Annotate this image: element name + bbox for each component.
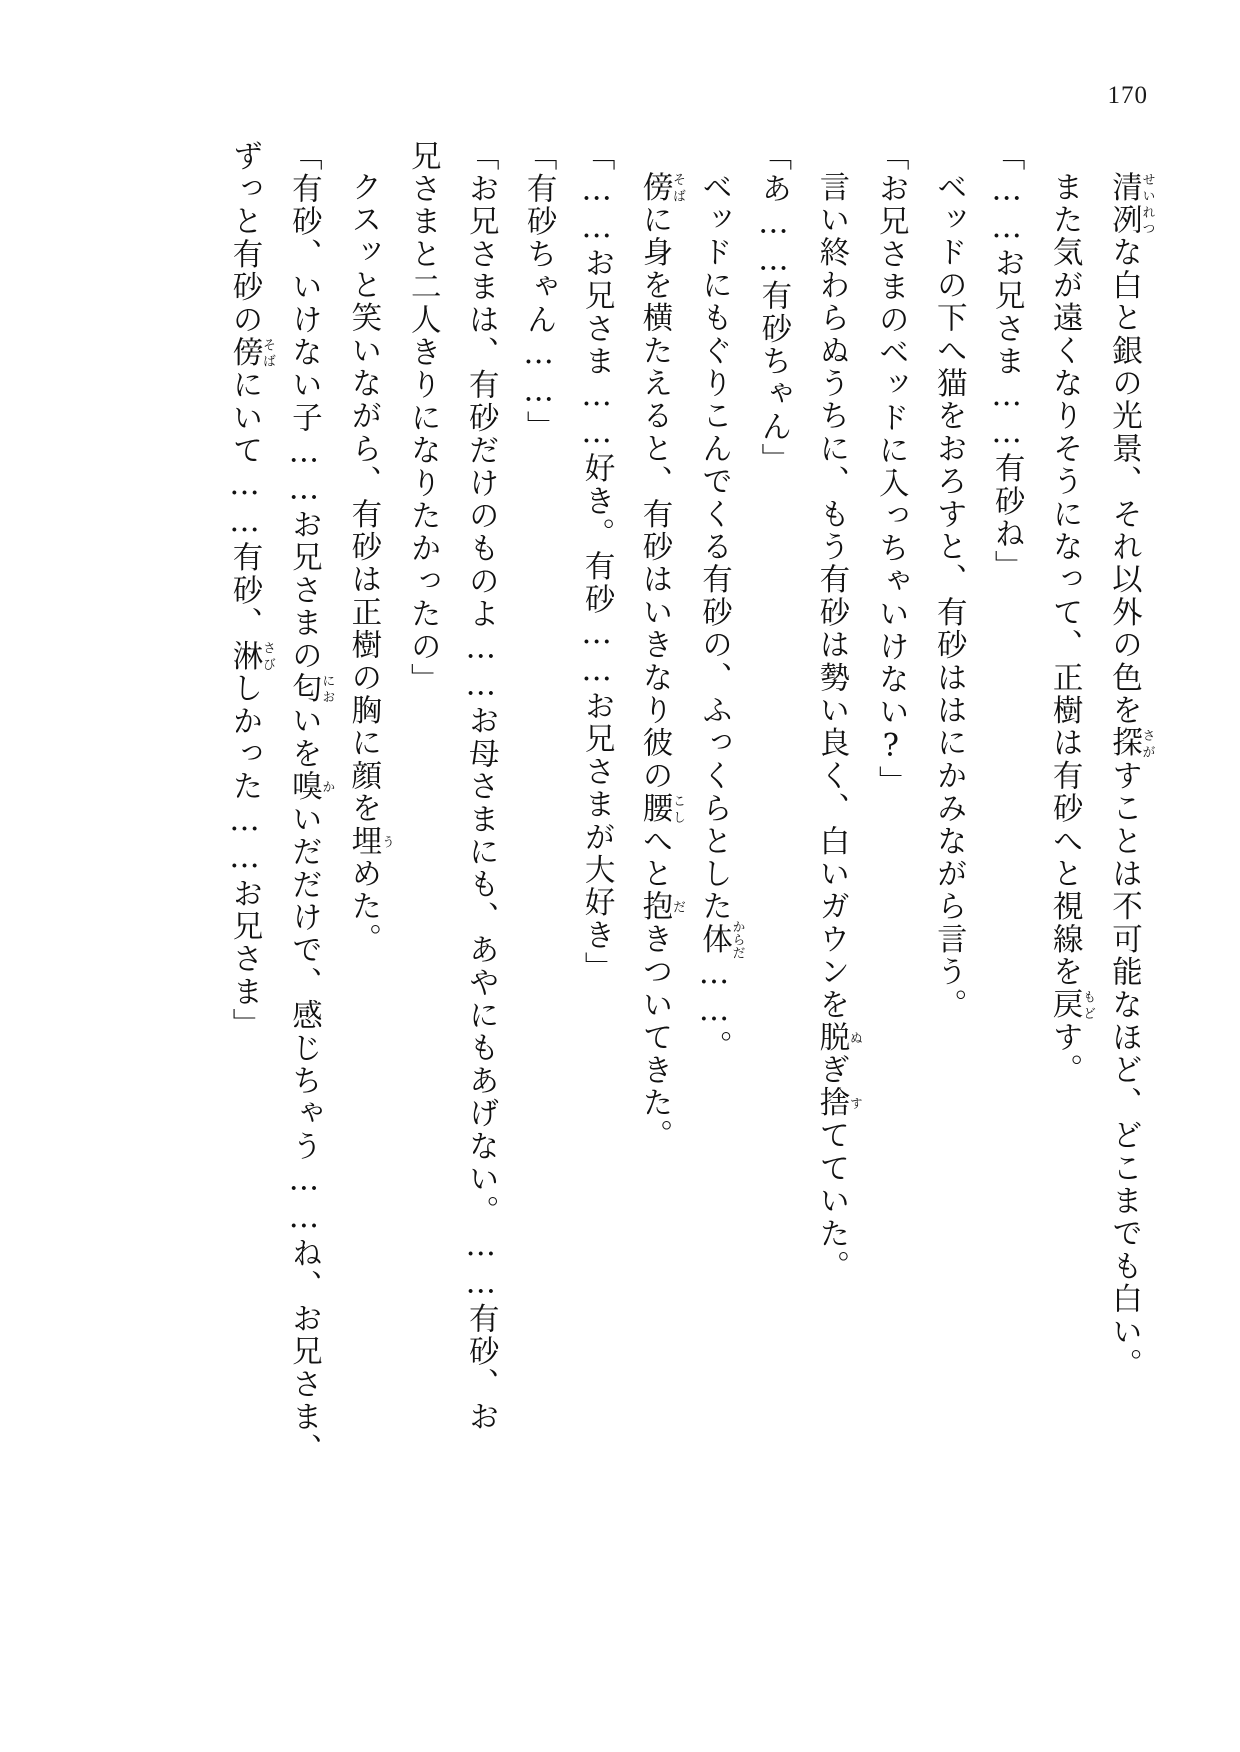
body-paragraph: 「有砂ちゃん……」	[521, 140, 557, 444]
body-paragraph: ベッドにもぐりこんでくる有砂の、ふっくらとした体からだ……。	[696, 170, 745, 1063]
body-paragraph: 「お兄さまのベッドに入っちゃいけない?」	[873, 140, 909, 799]
ruby-text: 捨す	[813, 1086, 862, 1119]
body-paragraph: ベッドの下へ猫をおろすと、有砂ははにかみながら言う。	[931, 170, 967, 1021]
body-paragraph: 兄さまと二人きりになりたかったの」	[405, 140, 441, 696]
body-paragraph: ずっと有砂の傍そばにいて……有砂、淋さびしかった……お兄さま」	[226, 140, 275, 1041]
ruby-text: 清冽せいれつ	[1106, 170, 1155, 236]
ruby-text: 嗅か	[286, 770, 335, 804]
body-paragraph: 清冽せいれつな白と銀の光景、それ以外の色を探さがすことは不可能なほど、どこまでも白い。	[1106, 170, 1155, 1381]
ruby-text: 傍そば	[226, 336, 275, 369]
ruby-text: 埋う	[345, 824, 394, 858]
ruby-text: 腰こし	[637, 791, 685, 825]
ruby-text: 脱ぬ	[813, 1020, 862, 1054]
body-paragraph: 言い終わらぬうちに、もう有砂は勢い良く、白いガウンを脱ぬぎ捨すてていた。	[813, 170, 862, 1283]
ruby-text: 体からだ	[696, 919, 745, 959]
ruby-text: 抱だ	[637, 889, 685, 923]
page-number: 170	[1107, 82, 1148, 109]
ruby-text: 戻もど	[1047, 988, 1096, 1021]
ruby-text: 匂にお	[286, 672, 335, 705]
body-paragraph: 「……お兄さま……有砂ね」	[989, 140, 1025, 584]
ruby-text: 淋さび	[226, 639, 275, 673]
body-paragraph: 「……お兄さま……好き。有砂……お兄さまが大好き」	[579, 140, 615, 985]
body-paragraph: また気が遠くなりそうになって、正樹は有砂へと視線を戻もどす。	[1047, 170, 1096, 1087]
body-paragraph: 「あ……有砂ちゃん」	[755, 140, 791, 476]
ruby-text: 探さが	[1106, 726, 1155, 760]
body-paragraph: 「お兄さまは、有砂だけのものよ……お母さまにも、あやにもあげない。……有砂、お	[463, 140, 499, 1434]
body-paragraph: 「有砂、いけない子……お兄さまの匂においを嗅かいだだけで、感じちゃう……ね、お兄さま、	[286, 140, 335, 1467]
body-paragraph: 傍そばに身を横たえると、有砂はいきなり彼の腰こしへと抱だきついてきた。	[637, 170, 685, 1152]
body-paragraph: クスッと笑いながら、有砂は正樹の胸に顔を埋うめた。	[345, 170, 394, 956]
ruby-text: 傍そば	[637, 170, 685, 204]
body-text-vertical	[86, 140, 1154, 1580]
